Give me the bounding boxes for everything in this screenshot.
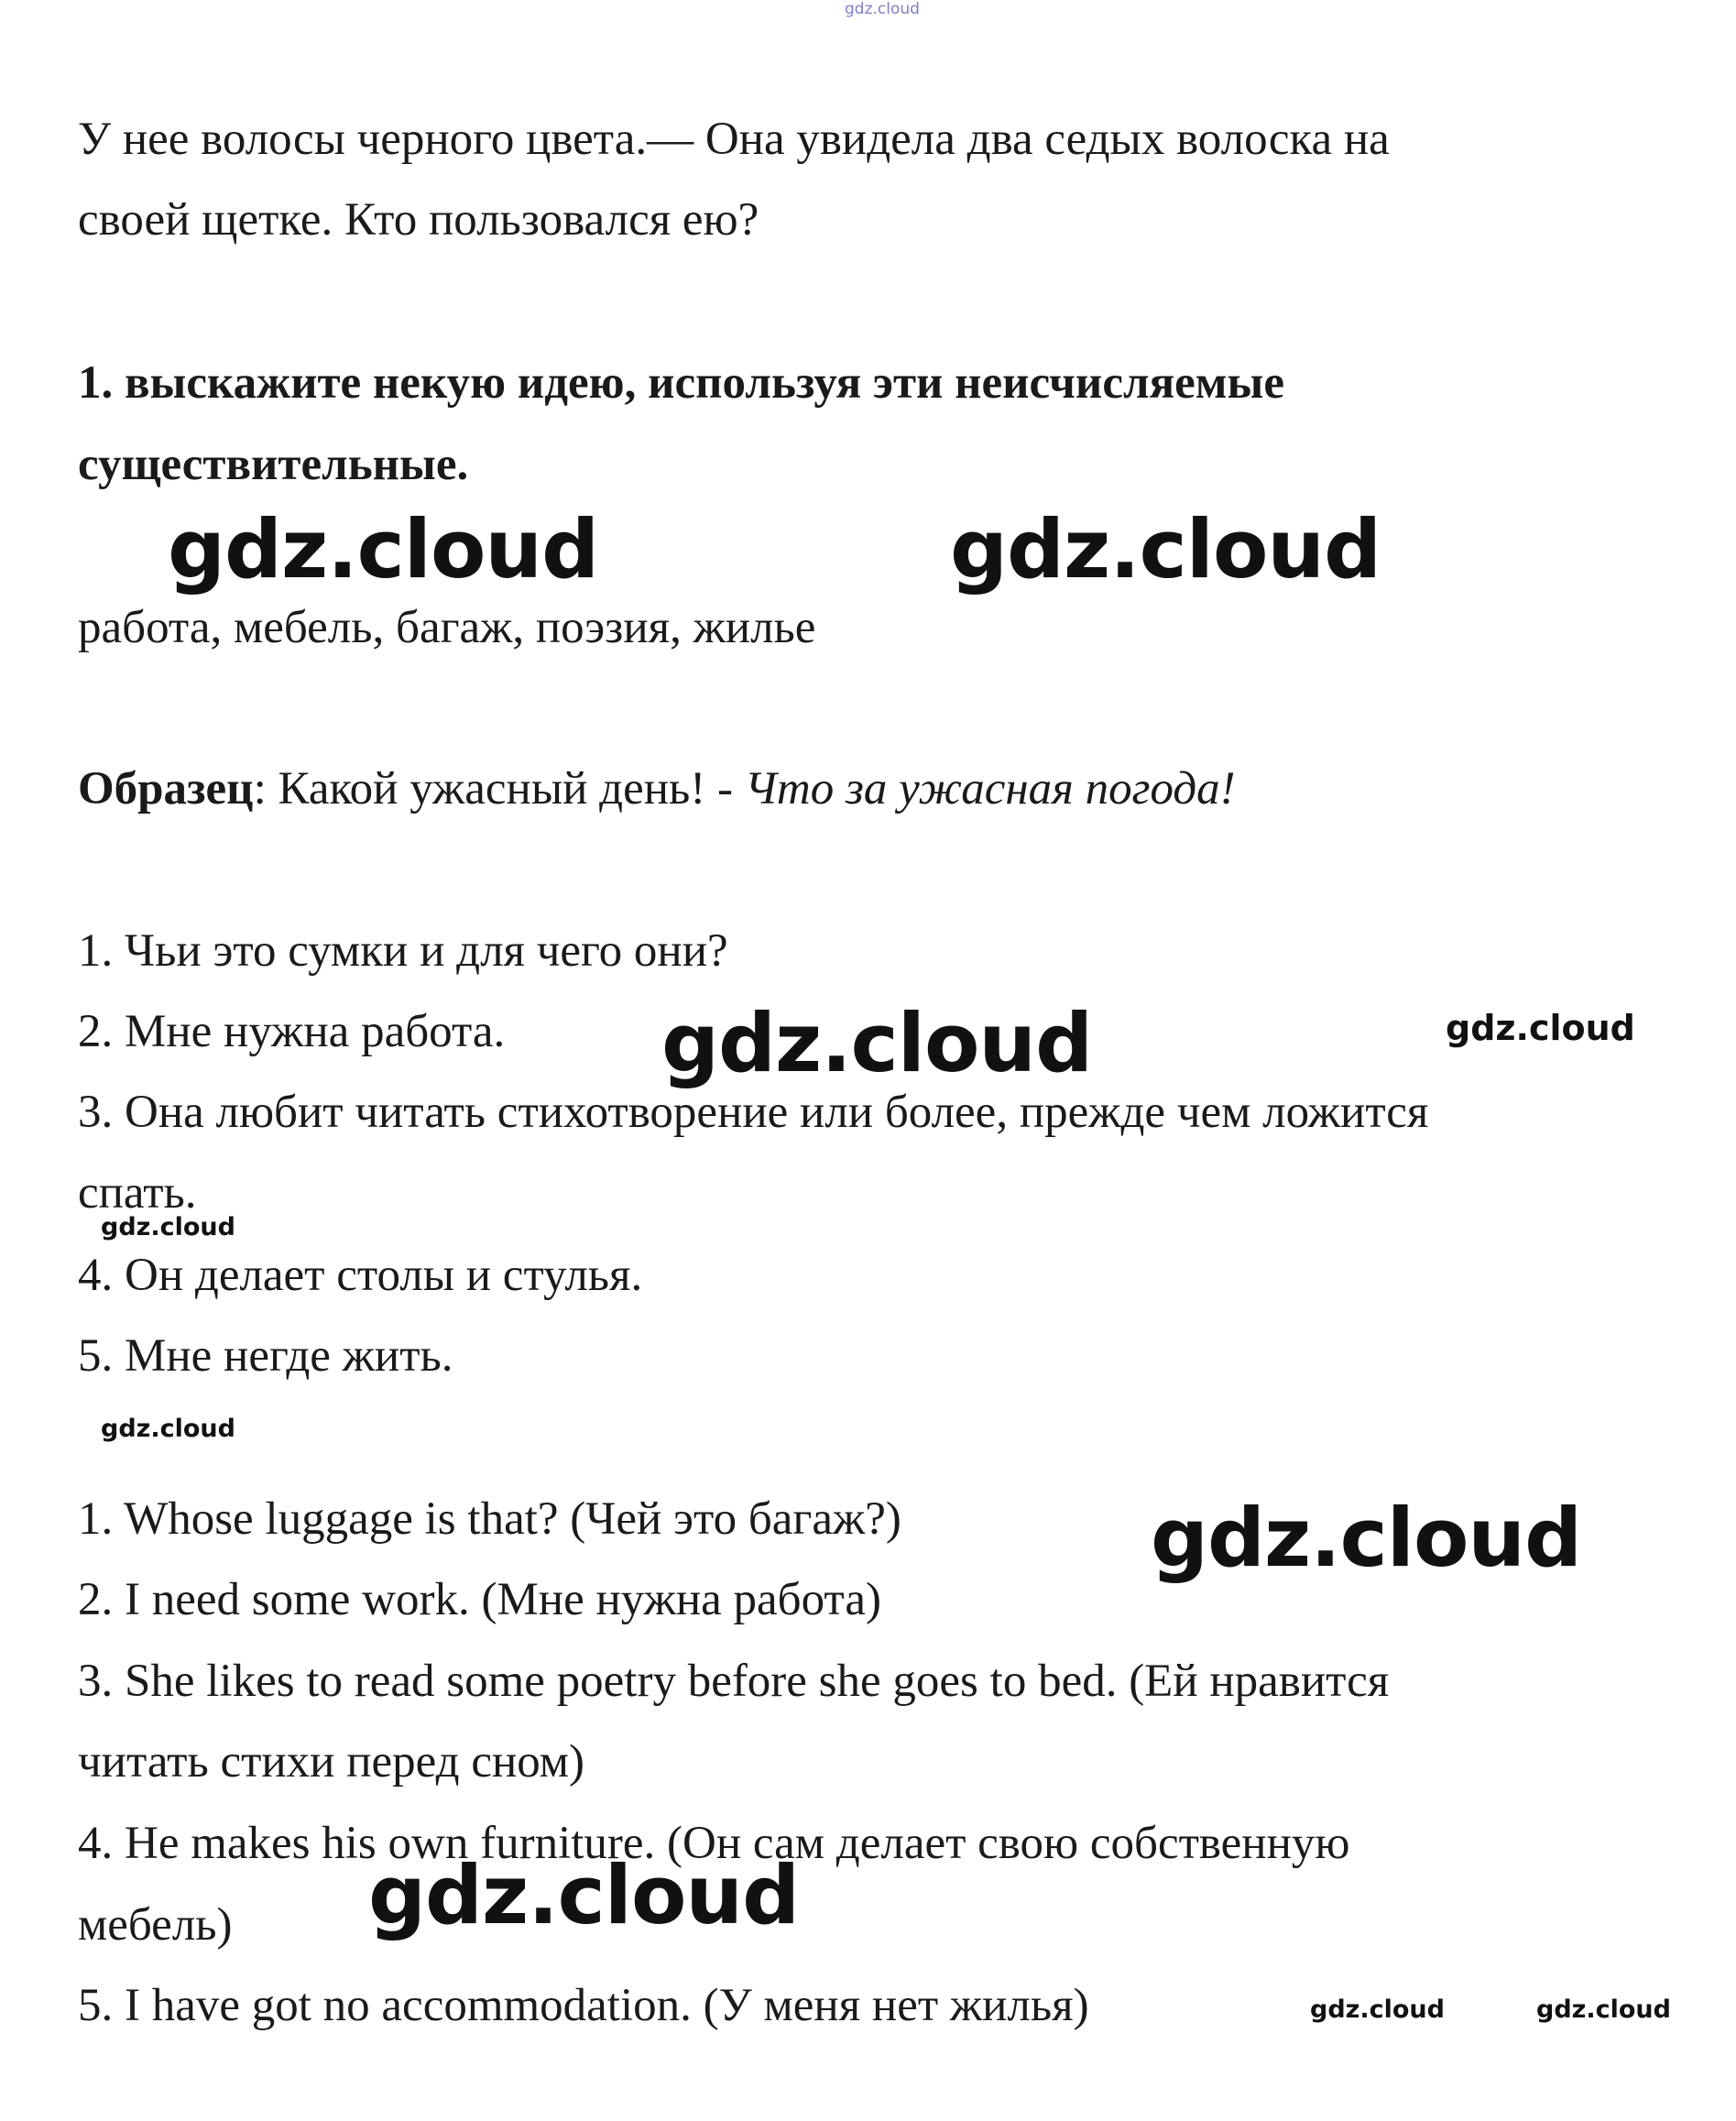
- example-answer: Что за ужасная погода!: [744, 763, 1236, 815]
- watermark-xsmall-3: gdz.cloud: [1310, 1995, 1445, 2024]
- russian-item-5: 5. Мне негде жить.: [78, 1330, 453, 1382]
- english-item-4-cont: мебель): [78, 1899, 233, 1951]
- watermark-top: gdz.cloud: [845, 0, 920, 18]
- english-item-5: 5. I have got no accommodation. (У меня нет жилья): [78, 1980, 1089, 2031]
- intro-line-2: своей щетке. Кто пользовался ею?: [78, 194, 759, 246]
- watermark-small-1: gdz.cloud: [1446, 1008, 1635, 1048]
- intro-line-1: У нее волосы черного цвета.— Она увидела два седых волоска на: [78, 114, 1390, 165]
- russian-item-3: 3. Она любит читать стихотворение или более, прежде чем ложится: [78, 1087, 1429, 1138]
- example-line: [78, 763, 1236, 815]
- watermark-large-3: gdz.cloud: [661, 996, 1093, 1090]
- watermark-xsmall-4: gdz.cloud: [1536, 1995, 1671, 2024]
- watermark-xsmall-2: gdz.cloud: [101, 1415, 235, 1443]
- russian-item-4: 4. Он делает столы и стулья.: [78, 1250, 643, 1301]
- task-heading-line-1: 1. выскажите некую идею, используя эти неисчисляемые: [78, 357, 1284, 409]
- english-item-2: 2. I need some work. (Мне нужна работа): [78, 1574, 881, 1625]
- word-list: работа, мебель, багаж, поэзия, жилье: [78, 602, 816, 653]
- watermark-large-2: gdz.cloud: [950, 502, 1381, 596]
- watermark-large-4: gdz.cloud: [1151, 1491, 1582, 1585]
- english-item-3-cont: читать стихи перед сном): [78, 1736, 585, 1788]
- watermark-xsmall-1: gdz.cloud: [101, 1213, 235, 1241]
- task-heading-line-2: существительные.: [78, 439, 469, 490]
- watermark-large-1: gdz.cloud: [168, 502, 599, 596]
- english-item-3: 3. She likes to read some poetry before she goes to bed. (Ей нравится: [78, 1656, 1390, 1707]
- example-separator: :: [253, 763, 278, 815]
- russian-item-3-cont: спать.: [78, 1167, 197, 1219]
- russian-item-2: 2. Мне нужна работа.: [78, 1006, 506, 1057]
- example-label: Образец: [78, 763, 254, 815]
- english-item-1: 1. Whose luggage is that? (Чей это багаж?): [78, 1493, 901, 1545]
- example-sentence: Какой ужасный день! -: [278, 763, 745, 815]
- watermark-large-5: gdz.cloud: [368, 1848, 800, 1942]
- russian-item-1: 1. Чьи это сумки и для чего они?: [78, 925, 728, 977]
- english-item-4: 4. He makes his own furniture. (Он сам делает свою собственную: [78, 1818, 1350, 1869]
